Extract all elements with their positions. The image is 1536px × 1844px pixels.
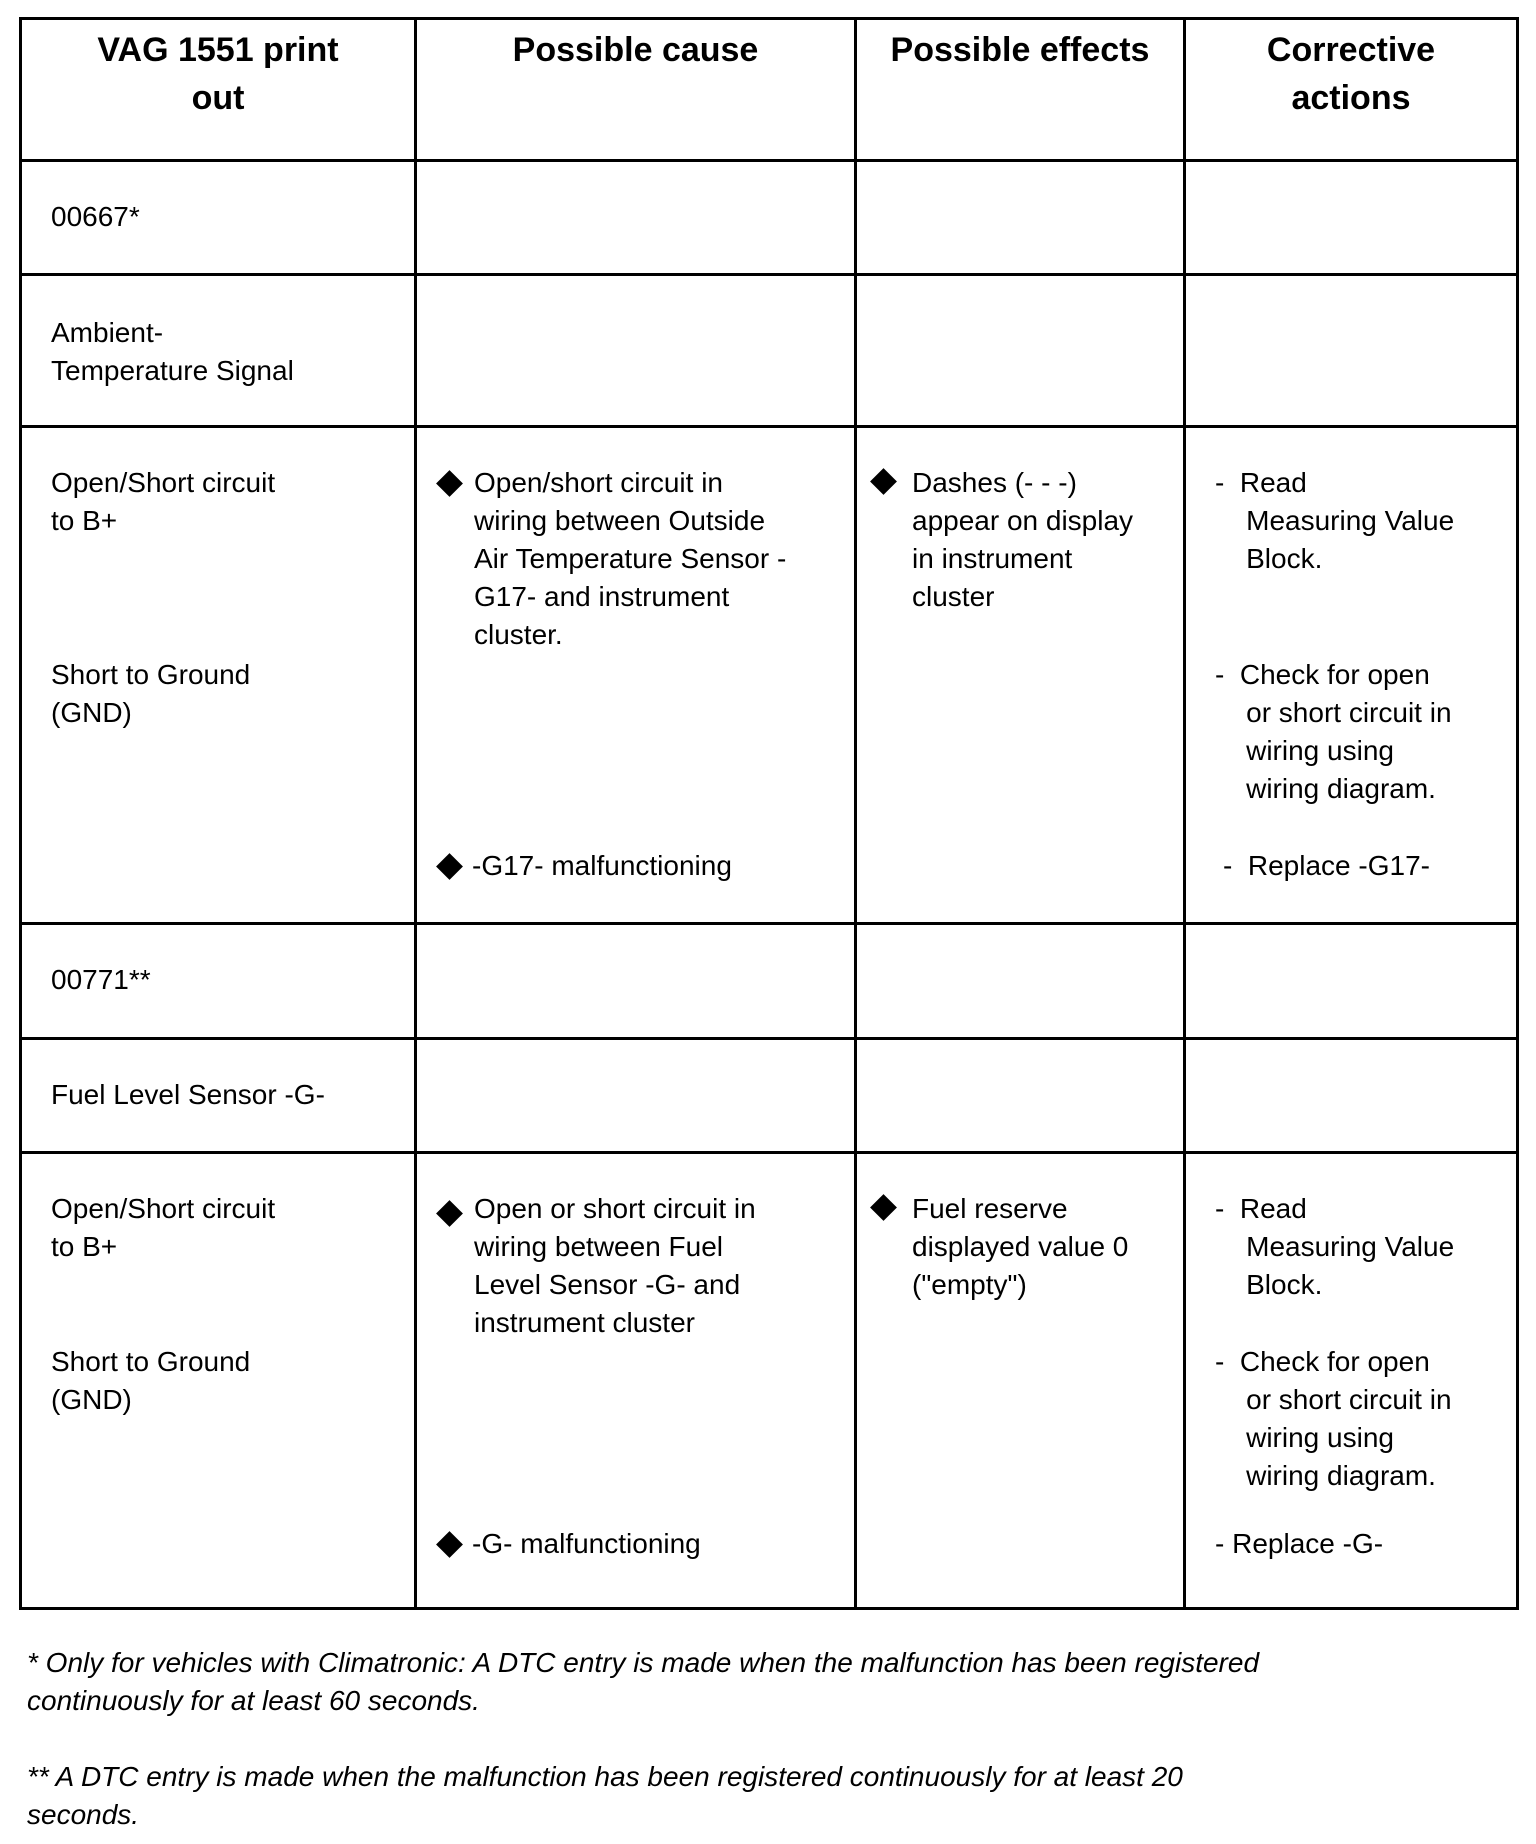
- table-row: [21, 1039, 1518, 1153]
- possible-cause: Open or short circuit in wiring between Fuel Level Sensor -G- and instrument cluster: [474, 1193, 756, 1338]
- header-vag-print-out: VAG 1551 print out: [21, 19, 416, 161]
- header-row: [21, 19, 1518, 161]
- header-corrective-actions: Corrective actions: [1185, 19, 1518, 161]
- header-possible-effects: Possible effects: [856, 19, 1185, 161]
- dtc-code: 00771**: [21, 924, 416, 1039]
- corrective-action: - Check for open or short circuit in wiring using wiring diagram.: [1215, 659, 1452, 804]
- diamond-bullet-icon: [436, 853, 463, 880]
- corrective-action: - Replace -G17-: [1223, 850, 1430, 881]
- possible-cause: -G- malfunctioning: [472, 1528, 701, 1559]
- diamond-bullet-icon: [436, 470, 463, 497]
- table-row: [21, 427, 1518, 924]
- diamond-bullet-icon: [870, 468, 897, 495]
- possible-effect: Dashes (- - -) appear on display in instrument cluster: [912, 467, 1134, 612]
- component-name: Fuel Level Sensor -G-: [21, 1039, 416, 1153]
- table-row: [21, 275, 1518, 427]
- fault-type: Short to Ground (GND): [51, 1346, 251, 1415]
- header-possible-cause: Possible cause: [416, 19, 856, 161]
- dtc-code: 00667*: [21, 161, 416, 275]
- footnote-double-asterisk: ** A DTC entry is made when the malfunction has been registered continuously for at least 20 seconds.: [27, 1761, 1183, 1830]
- diagnostic-table: [19, 17, 1519, 1610]
- table-row: [21, 924, 1518, 1039]
- possible-cause: Open/short circuit in wiring between Outside Air Temperature Sensor - G17- and instrument cluster.: [474, 467, 787, 650]
- fault-type: Short to Ground (GND): [51, 659, 251, 728]
- fault-type: Open/Short circuit to B+: [51, 1193, 276, 1262]
- possible-cause: -G17- malfunctioning: [472, 850, 732, 881]
- corrective-action: - Read Measuring Value Block.: [1215, 1193, 1455, 1300]
- table-row: [21, 1153, 1518, 1609]
- table-row: [21, 161, 1518, 275]
- corrective-action: - Check for open or short circuit in wiring using wiring diagram.: [1215, 1346, 1452, 1491]
- component-name: Ambient- Temperature Signal: [51, 317, 294, 386]
- diamond-bullet-icon: [436, 1531, 463, 1558]
- corrective-action: - Read Measuring Value Block.: [1215, 467, 1455, 574]
- diamond-bullet-icon: [870, 1194, 897, 1221]
- diamond-bullet-icon: [436, 1200, 463, 1227]
- footnote-single-asterisk: * Only for vehicles with Climatronic: A DTC entry is made when the malfunction has been registered continuously for at least 60 seconds.: [27, 1647, 1260, 1716]
- fault-type: Open/Short circuit to B+: [51, 467, 276, 536]
- possible-effect: Fuel reserve displayed value 0 ("empty"): [912, 1193, 1129, 1300]
- corrective-action: - Replace -G-: [1215, 1528, 1384, 1559]
